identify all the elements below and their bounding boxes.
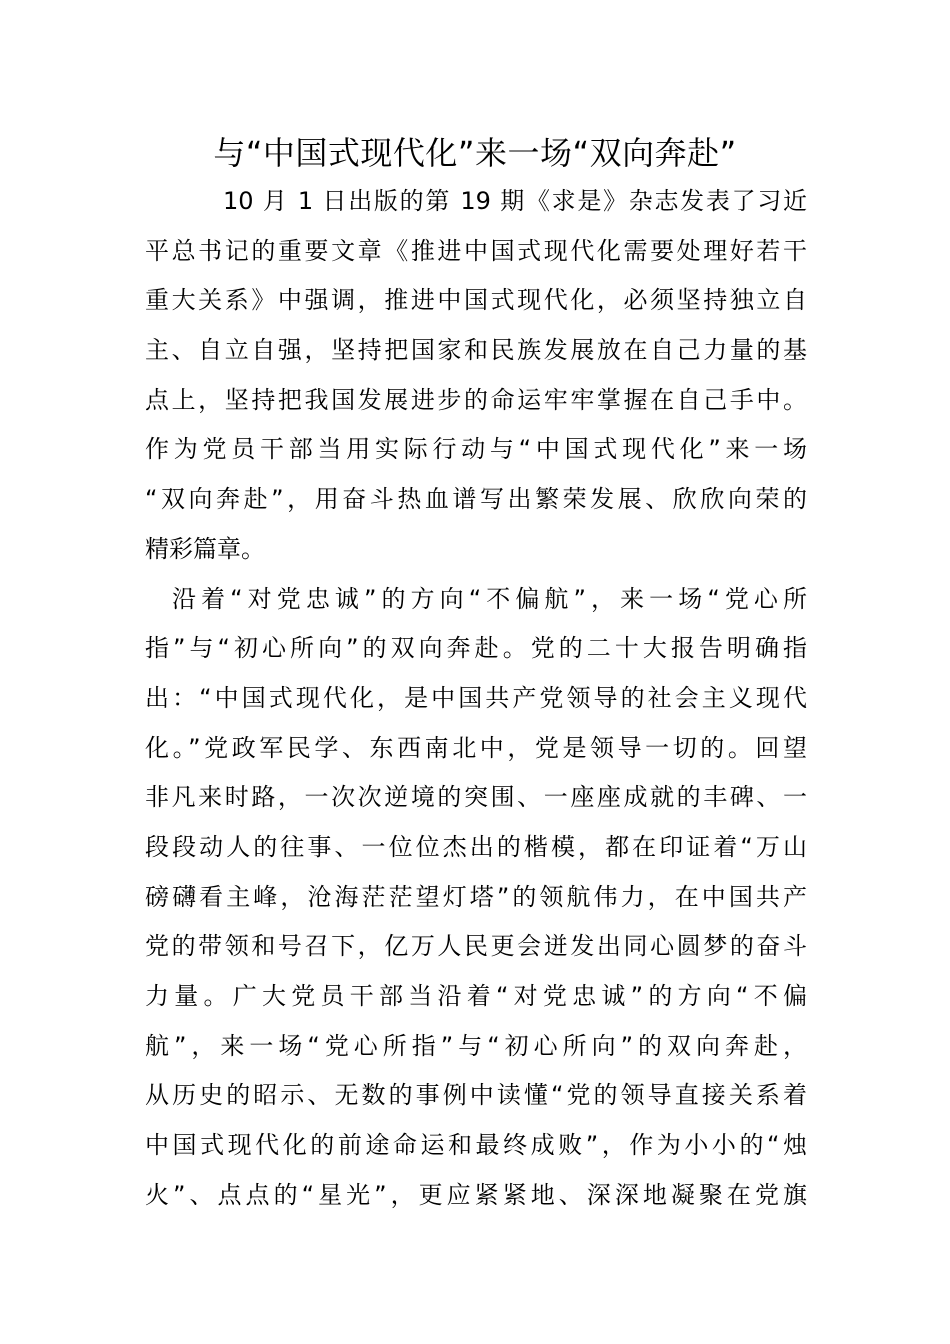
paragraph-line: 重大关系》中强调，推进中国式现代化，必须坚持独立自: [145, 286, 807, 315]
paragraph-line: 沿着“对党忠诚”的方向“不偏航”，来一场“党心所: [172, 584, 807, 613]
paragraph-line: 出：“中国式现代化，是中国共产党领导的社会主义现代: [145, 683, 807, 712]
paragraph-line: 精彩篇章。: [145, 534, 265, 563]
paragraph-line: 火”、点点的“星光”，更应紧紧地、深深地凝聚在党旗: [145, 1180, 807, 1209]
paragraph-line: 力量。广大党员干部当沿着“对党忠诚”的方向“不偏: [145, 982, 807, 1010]
paragraph-line: 党的带领和号召下，亿万人民更会迸发出同心圆梦的奋斗: [145, 932, 807, 961]
paragraph-line: 点上，坚持把我国发展进步的命运牢牢掌握在自己手中。: [145, 385, 807, 414]
paragraph-line: “双向奔赴”，用奋斗热血谱写出繁荣发展、欣欣向荣的: [145, 485, 807, 514]
document-body: [145, 177, 807, 1220]
paragraph-line: 指”与“初心所向”的双向奔赴。党的二十大报告明确指: [145, 634, 807, 663]
paragraph-line: 主、自立自强，坚持把国家和民族发展放在自己力量的基: [145, 336, 807, 365]
paragraph-line: 化。”党政军民学、东西南北中，党是领导一切的。回望: [145, 733, 807, 762]
paragraph-line: 非凡来时路，一次次逆境的突围、一座座成就的丰碑、一: [145, 783, 807, 812]
paragraph-line: 中国式现代化的前途命运和最终成败”，作为小小的“烛: [145, 1131, 807, 1160]
paragraph-line: 段段动人的往事、一位位杰出的楷模，都在印证着“万山: [145, 832, 807, 861]
paragraph-line: 10 月 1 日出版的第 19 期《求是》杂志发表了习近: [223, 187, 807, 215]
paragraph-line: 磅礴看主峰，沧海茫茫望灯塔”的领航伟力，在中国共产: [145, 882, 807, 911]
paragraph-line: 从历史的昭示、无数的事例中读懂“党的领导直接关系着: [145, 1081, 807, 1110]
paragraph-line: 航”，来一场“党心所指”与“初心所向”的双向奔赴，: [145, 1031, 807, 1060]
paragraph-line: 平总书记的重要文章《推进中国式现代化需要处理好若干: [145, 236, 807, 265]
document-title: 与“中国式现代化”来一场“双向奔赴”: [213, 134, 737, 172]
paragraph-line: 作为党员干部当用实际行动与“中国式现代化”来一场: [145, 435, 807, 464]
